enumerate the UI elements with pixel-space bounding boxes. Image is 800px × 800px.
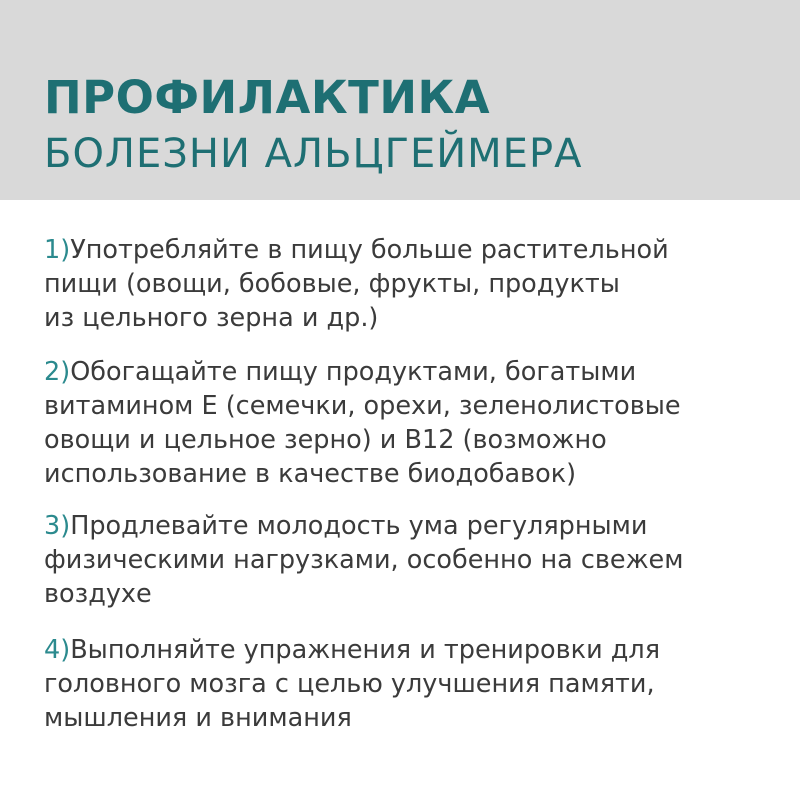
- list-item-3-line-2: физическими нагрузками, особенно на свежем: [44, 545, 684, 575]
- list-item-1: [44, 233, 764, 335]
- list-item-4-number: 4): [44, 635, 71, 665]
- list-item-4-text-1: Выполняйте упражнения и тренировки для: [70, 635, 661, 665]
- list-item-3-number: 3): [44, 511, 71, 541]
- list-item-4-line-2: головного мозга с целью улучшения памяти,: [44, 669, 655, 699]
- title-bold-line: ПРОФИЛАКТИКА: [44, 71, 491, 124]
- list-item-2-line-1: [44, 355, 764, 389]
- list-item-4-line-3: мышления и внимания: [44, 703, 352, 733]
- list-item-1-line-1: [44, 233, 764, 267]
- list-item-2-number: 2): [44, 357, 71, 387]
- list-item-3-line-3: воздухе: [44, 579, 152, 609]
- title-regular-line: БОЛЕЗНИ АЛЬЦГЕЙМЕРА: [44, 131, 583, 177]
- list-item-1-number: 1): [44, 235, 71, 265]
- list-item-1-line-3: из цельного зерна и др.): [44, 303, 379, 333]
- list-item-3-text-1: Продлевайте молодость ума регулярными: [70, 511, 648, 541]
- list-item-3-line-1: [44, 509, 764, 543]
- list-item-1-line-2: пищи (овощи, бобовые, фрукты, продукты: [44, 269, 620, 299]
- list-item-2-line-4: использование в качестве биодобавок): [44, 459, 577, 489]
- list-item-4-line-1: [44, 633, 764, 667]
- list-item-1-text-1: Употребляйте в пищу больше растительной: [70, 235, 669, 265]
- list-item-2: [44, 355, 764, 491]
- list-item-3: [44, 509, 764, 611]
- list-item-2-line-3: овощи и цельное зерно) и В12 (возможно: [44, 425, 607, 455]
- list-item-2-text-1: Обогащайте пищу продуктами, богатыми: [70, 357, 637, 387]
- header-banner: [0, 0, 800, 200]
- list-item-4: [44, 633, 764, 735]
- list-item-2-line-2: витамином Е (семечки, орехи, зеленолистовые: [44, 391, 681, 421]
